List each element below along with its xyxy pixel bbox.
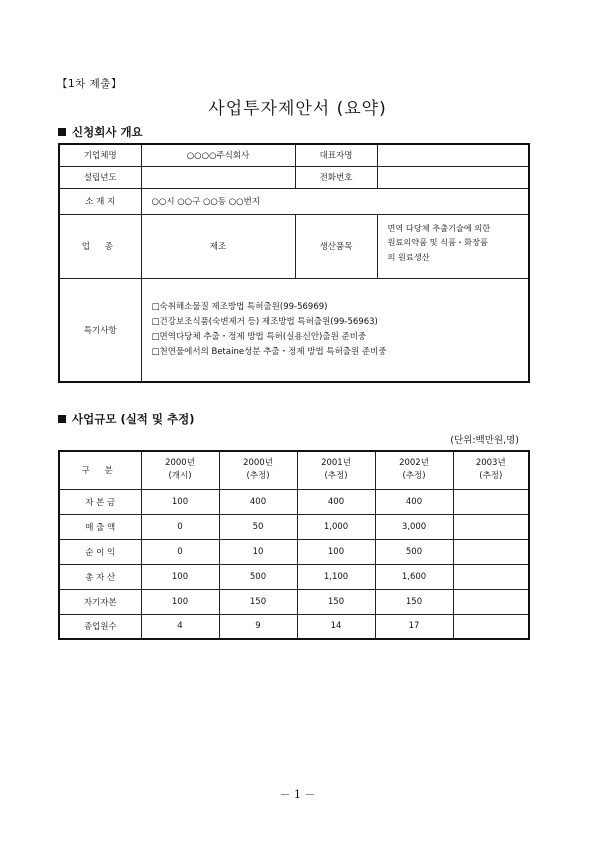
table-cell: [453, 514, 529, 539]
table-cell: 150: [297, 589, 375, 614]
ceo-label: 대표자명: [295, 144, 377, 166]
table-cell: 100: [141, 589, 219, 614]
remark-item: □숙취해소물질 제조방법 특허출원(99-56969): [151, 301, 328, 312]
column-note: (추정): [479, 471, 503, 482]
table-cell: [453, 614, 529, 639]
company-overview-table: [58, 143, 530, 383]
founded-value: [141, 166, 295, 188]
phone-label: 전화번호: [295, 166, 377, 188]
products-label: 생산품목: [295, 214, 377, 278]
section-heading-text: 사업규모 (실적 및 추정): [72, 412, 195, 426]
square-bullet-icon: [58, 415, 66, 423]
column-note: (추정): [402, 471, 426, 482]
column-header: [375, 451, 453, 489]
table-cell: 100: [297, 539, 375, 564]
column-year: 2000년: [165, 458, 195, 469]
row-label: 순 이 익: [59, 539, 141, 564]
business-scale-table: [58, 450, 530, 640]
remarks-value: [141, 278, 529, 382]
remark-item: □천연물에서의 Betaine성분 추출・정제 방법 특허출원 준비중: [151, 346, 387, 357]
row-label: 매 출 액: [59, 514, 141, 539]
table-row: [59, 214, 529, 278]
table-row: [59, 188, 529, 214]
table-cell: 400: [219, 489, 297, 514]
table-cell: 4: [141, 614, 219, 639]
table-cell: 500: [375, 539, 453, 564]
table-row: [59, 589, 529, 614]
remarks-label: 특기사항: [59, 278, 141, 382]
square-bullet-icon: [58, 128, 66, 136]
founded-label: 설립년도: [59, 166, 141, 188]
row-label: 종업원수: [59, 614, 141, 639]
table-header-row: [59, 451, 529, 489]
table-cell: 500: [219, 564, 297, 589]
page-number: － 1 －: [279, 788, 316, 801]
column-note: (추정): [246, 471, 270, 482]
column-year: 2002년: [399, 458, 429, 469]
table-cell: 3,000: [375, 514, 453, 539]
column-note: (개시): [168, 471, 192, 482]
products-value: [377, 214, 529, 278]
table-cell: 1,000: [297, 514, 375, 539]
table-cell: 14: [297, 614, 375, 639]
address-value: ○○시 ○○구 ○○동 ○○번지: [141, 188, 529, 214]
column-note: (추정): [324, 471, 348, 482]
unit-label: (단위:백만원,명): [450, 435, 519, 446]
table-cell: 400: [297, 489, 375, 514]
table-cell: 0: [141, 539, 219, 564]
submission-label: 【1차 제출】: [57, 78, 122, 90]
table-cell: 10: [219, 539, 297, 564]
table-cell: 9: [219, 614, 297, 639]
section-heading-business-scale: [58, 411, 195, 427]
category-header: 구 분: [59, 451, 141, 489]
table-row: [59, 514, 529, 539]
table-row: [59, 564, 529, 589]
products-line: 의 원료생산: [387, 251, 430, 262]
column-header: [219, 451, 297, 489]
ceo-value: [377, 144, 529, 166]
table-cell: [453, 564, 529, 589]
table-cell: 100: [141, 564, 219, 589]
column-header: [297, 451, 375, 489]
table-cell: 0: [141, 514, 219, 539]
company-name-label: 기업체명: [59, 144, 141, 166]
company-name-value: ○○○○주식회사: [141, 144, 295, 166]
column-header: [141, 451, 219, 489]
table-row: [59, 614, 529, 639]
address-label: 소 재 지: [59, 188, 141, 214]
table-cell: [453, 489, 529, 514]
row-label: 자기자본: [59, 589, 141, 614]
column-year: 2003년: [475, 458, 506, 469]
industry-value: 제조: [141, 214, 295, 278]
table-row: [59, 278, 529, 382]
table-cell: [453, 589, 529, 614]
products-line: 원료의약품 및 식품・화장품: [387, 237, 488, 247]
industry-label: 업 종: [59, 214, 141, 278]
table-cell: 50: [219, 514, 297, 539]
table-cell: [453, 539, 529, 564]
remark-item: □건강보조식품(숙변제거 등) 제조방법 특허출원(99-56963): [151, 316, 378, 327]
table-cell: 1,600: [375, 564, 453, 589]
table-row: [59, 489, 529, 514]
table-cell: 1,100: [297, 564, 375, 589]
section-heading-company-overview: [58, 124, 143, 140]
column-year: 2000년: [243, 458, 273, 469]
table-cell: 17: [375, 614, 453, 639]
remark-item: □면역다당체 추출・정제 방법 특허(실용신안)출원 준비중: [151, 331, 367, 342]
column-header: [453, 451, 529, 489]
column-year: 2001년: [321, 458, 351, 469]
table-cell: 150: [219, 589, 297, 614]
table-row: [59, 166, 529, 188]
row-label: 총 자 산: [59, 564, 141, 589]
table-row: [59, 539, 529, 564]
table-row: [59, 144, 529, 166]
section-heading-text: 신청회사 개요: [72, 125, 143, 139]
table-cell: 150: [375, 589, 453, 614]
table-cell: 100: [141, 489, 219, 514]
row-label: 자 본 금: [59, 489, 141, 514]
page-title: 사업투자제안서 (요약): [208, 99, 387, 119]
table-cell: 400: [375, 489, 453, 514]
products-line: 면역 다당체 추출기술에 의한: [387, 222, 491, 233]
phone-value: [377, 166, 529, 188]
